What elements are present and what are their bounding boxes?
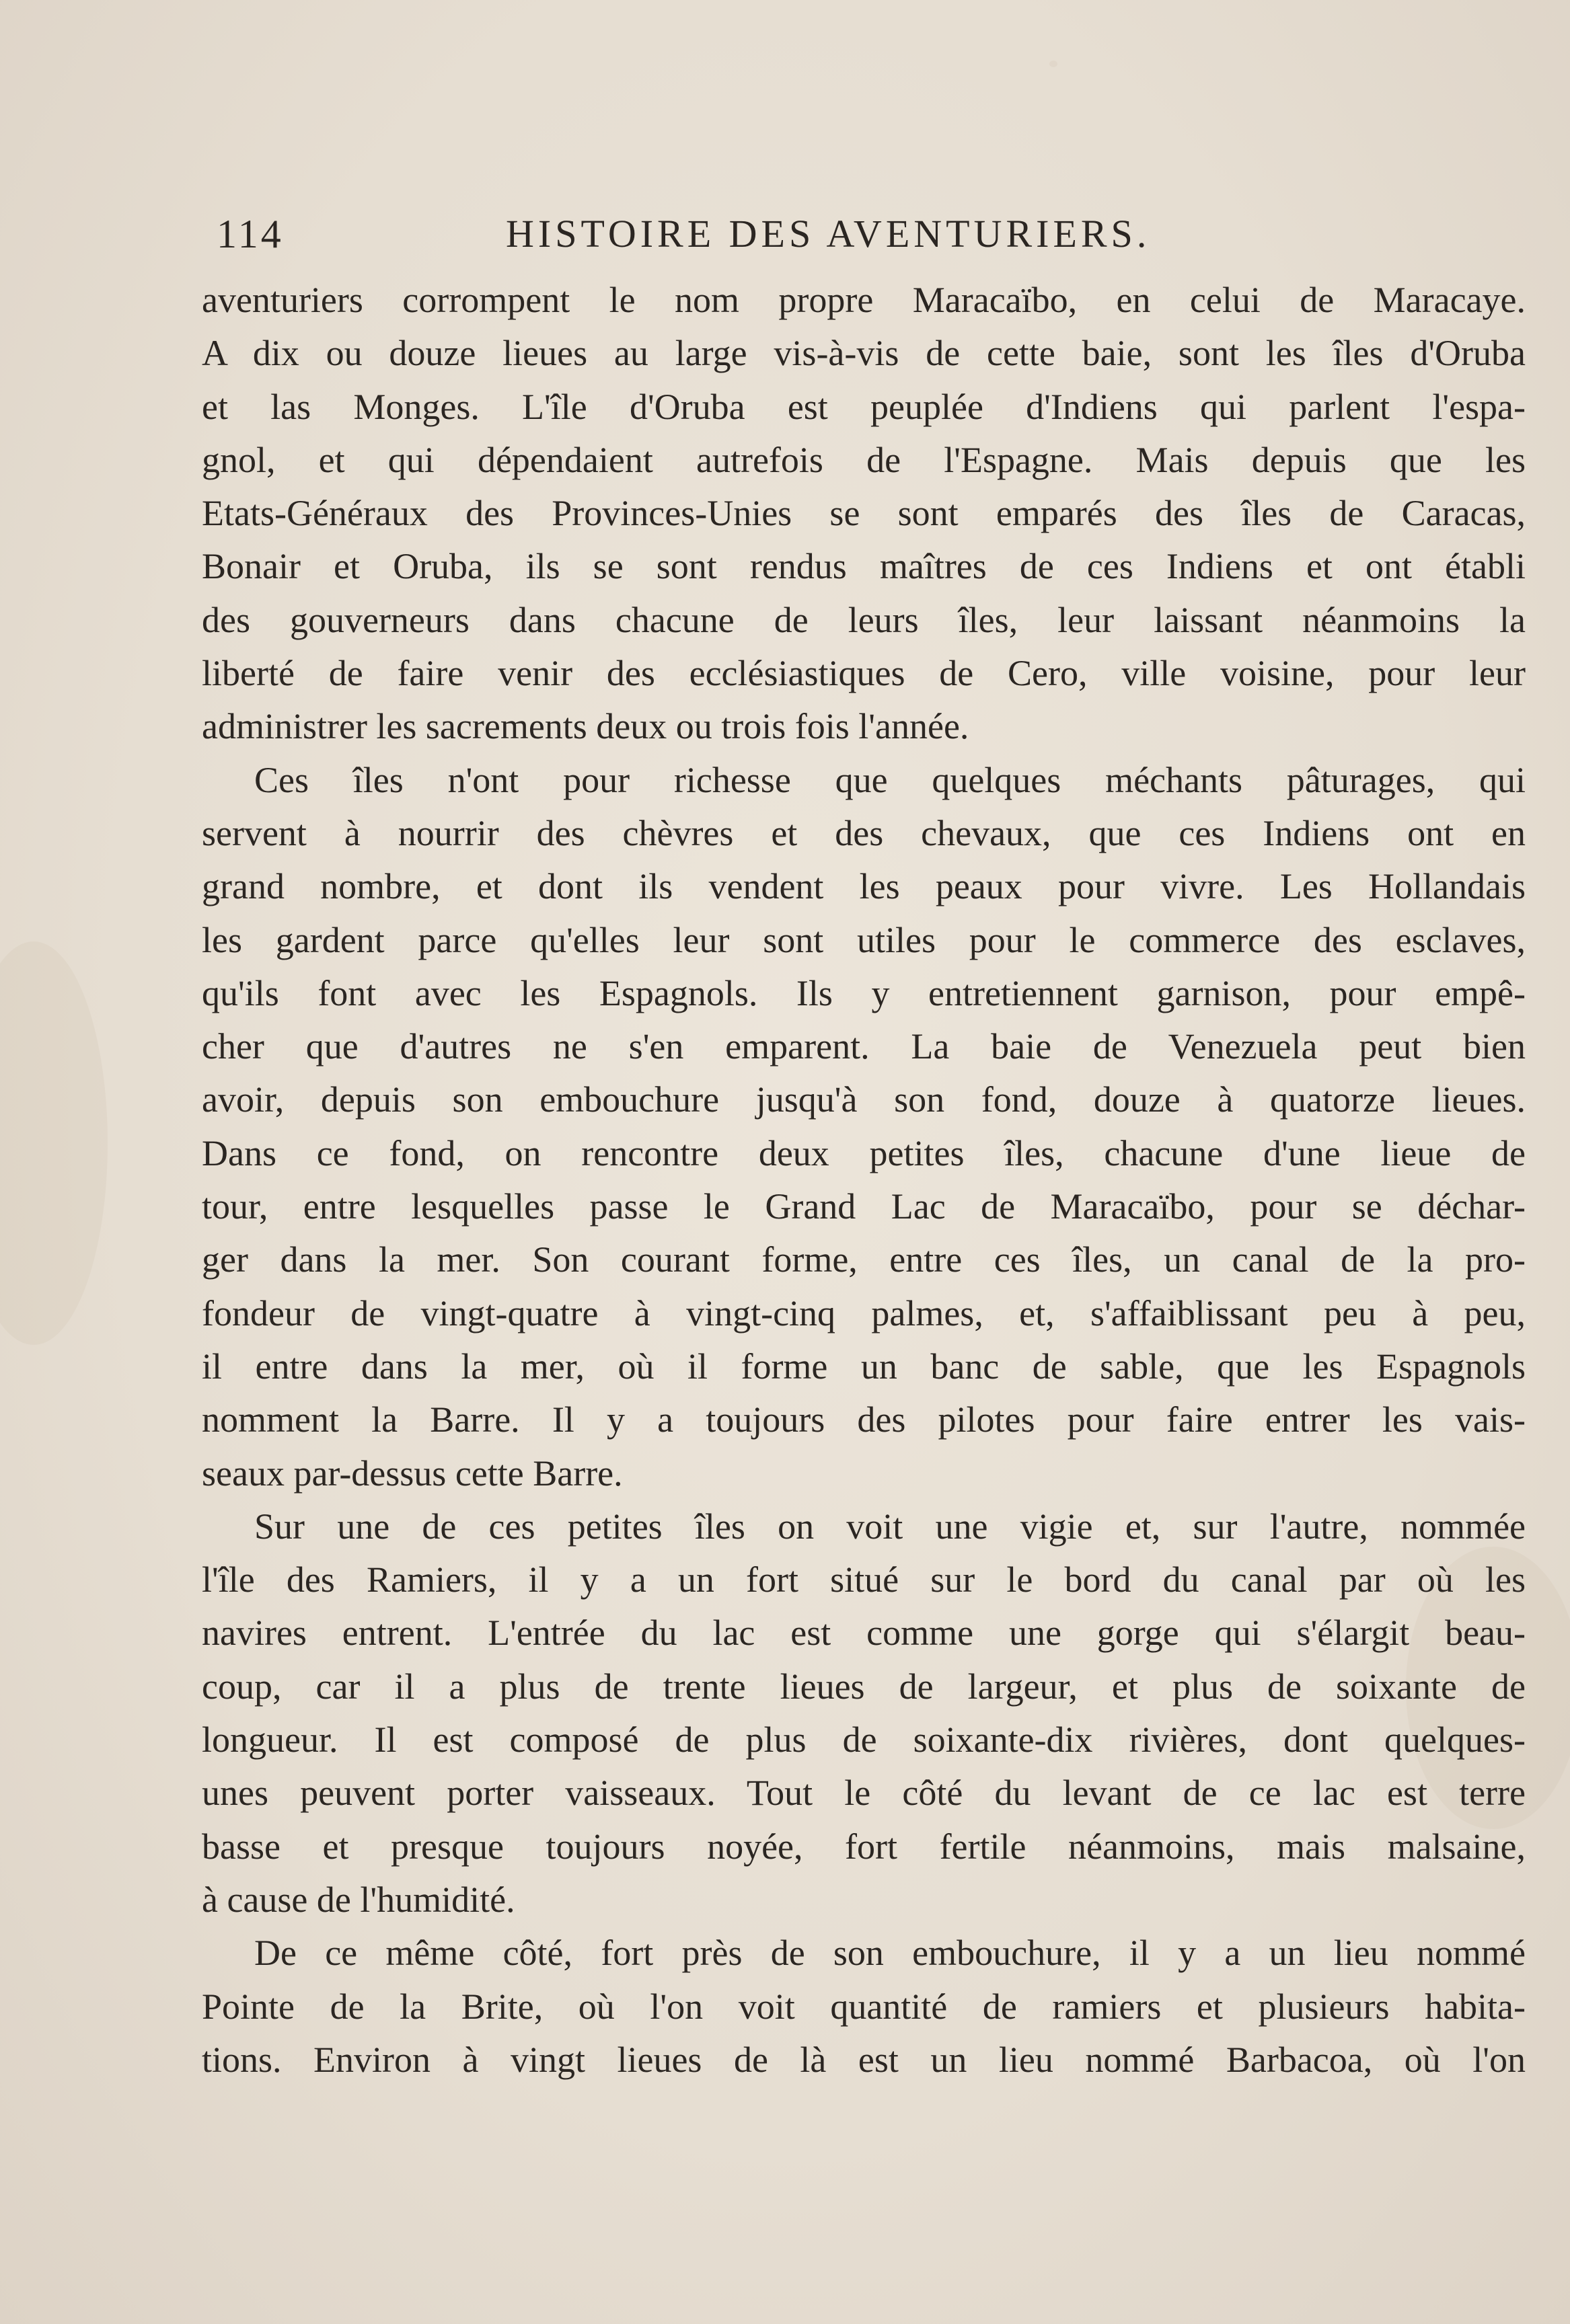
text-line: unes peuvent porter vaisseaux. Tout le côté du levant de ce lac est terre (202, 1773, 1526, 1814)
text-line: Pointe de la Brite, où l'on voit quantité de ramiers et plusieurs habita- (202, 1986, 1526, 2027)
text-line: il entre dans la mer, où il forme un banc de sable, que les Espagnols (202, 1346, 1526, 1387)
text-line: De ce même côté, fort près de son embouchure, il y a un lieu nommé (254, 1933, 1526, 1974)
text-line: Etats-Généraux des Provinces-Unies se sont emparés des îles de Caracas, (202, 493, 1526, 534)
text-line: A dix ou douze lieues au large vis-à-vis de cette baie, sont les îles d'Oruba (202, 333, 1526, 374)
text-line: grand nombre, et dont ils vendent les peaux pour vivre. Les Hollandais (202, 866, 1526, 907)
text-line: Bonair et Oruba, ils se sont rendus maîtres de ces Indiens et ont établi (202, 546, 1526, 587)
paper-speck (1049, 61, 1057, 67)
text-line: fondeur de vingt-quatre à vingt-cinq palmes, et, s'affaiblissant peu à peu, (202, 1292, 1526, 1333)
text-line: administrer les sacrements deux ou trois fois l'année. (202, 706, 969, 747)
paper-stain (0, 941, 108, 1345)
text-line: longueur. Il est composé de plus de soixante-dix rivières, dont quelques- (202, 1719, 1526, 1760)
body-text (202, 274, 1526, 2087)
text-line: liberté de faire venir des ecclésiastiques de Cero, ville voisine, pour leur (202, 653, 1526, 694)
paragraph (202, 754, 1526, 1500)
text-line: à cause de l'humidité. (202, 1879, 515, 1920)
text-line: seaux par-dessus cette Barre. (202, 1452, 623, 1494)
running-title: HISTOIRE DES AVENTURIERS. (506, 212, 1151, 256)
text-line: cher que d'autres ne s'en emparent. La baie de Venezuela peut bien (202, 1026, 1526, 1067)
page-number: 114 (217, 212, 284, 256)
text-line: gnol, et qui dépendaient autrefois de l'Espagne. Mais depuis que les (202, 439, 1526, 480)
text-line: qu'ils font avec les Espagnols. Ils y entretiennent garnison, pour empê- (202, 972, 1526, 1013)
text-line: des gouverneurs dans chacune de leurs îles, leur laissant néanmoins la (202, 599, 1526, 640)
text-line: aventuriers corrompent le nom propre Maracaïbo, en celui de Maracaye. (202, 280, 1526, 320)
text-line: coup, car il a plus de trente lieues de largeur, et plus de soixante de (202, 1666, 1526, 1707)
text-line: les gardent parce qu'elles leur sont utiles pour le commerce des esclaves, (202, 919, 1526, 960)
paragraph (202, 1927, 1526, 2087)
text-line: tour, entre lesquelles passe le Grand Lac de Maracaïbo, pour se déchar- (202, 1186, 1526, 1227)
text-line: basse et presque toujours noyée, fort fertile néanmoins, mais malsaine, (202, 1826, 1526, 1867)
text-line: Dans ce fond, on rencontre deux petites îles, chacune d'une lieue de (202, 1132, 1526, 1173)
page-header (217, 207, 1239, 261)
paragraph (202, 1500, 1526, 1927)
text-line: avoir, depuis son embouchure jusqu'à son fond, douze à quatorze lieues. (202, 1079, 1526, 1120)
text-line: servent à nourrir des chèvres et des chevaux, que ces Indiens ont en (202, 812, 1526, 853)
paragraph (202, 274, 1526, 754)
text-line: Ces îles n'ont pour richesse que quelques méchants pâturages, qui (254, 759, 1526, 800)
text-line: navires entrent. L'entrée du lac est comme une gorge qui s'élargit beau- (202, 1613, 1526, 1654)
text-line: nomment la Barre. Il y a toujours des pilotes pour faire entrer les vais- (202, 1399, 1526, 1440)
text-line: et las Monges. L'île d'Oruba est peuplée d'Indiens qui parlent l'espa- (202, 386, 1526, 427)
text-line: Sur une de ces petites îles on voit une vigie et, sur l'autre, nommée (254, 1506, 1526, 1547)
text-line: l'île des Ramiers, il y a un fort situé sur le bord du canal par où les (202, 1559, 1526, 1600)
text-line: ger dans la mer. Son courant forme, entre ces îles, un canal de la pro- (202, 1239, 1526, 1280)
text-line: tions. Environ à vingt lieues de là est un lieu nommé Barbacoa, où l'on (202, 2039, 1526, 2080)
